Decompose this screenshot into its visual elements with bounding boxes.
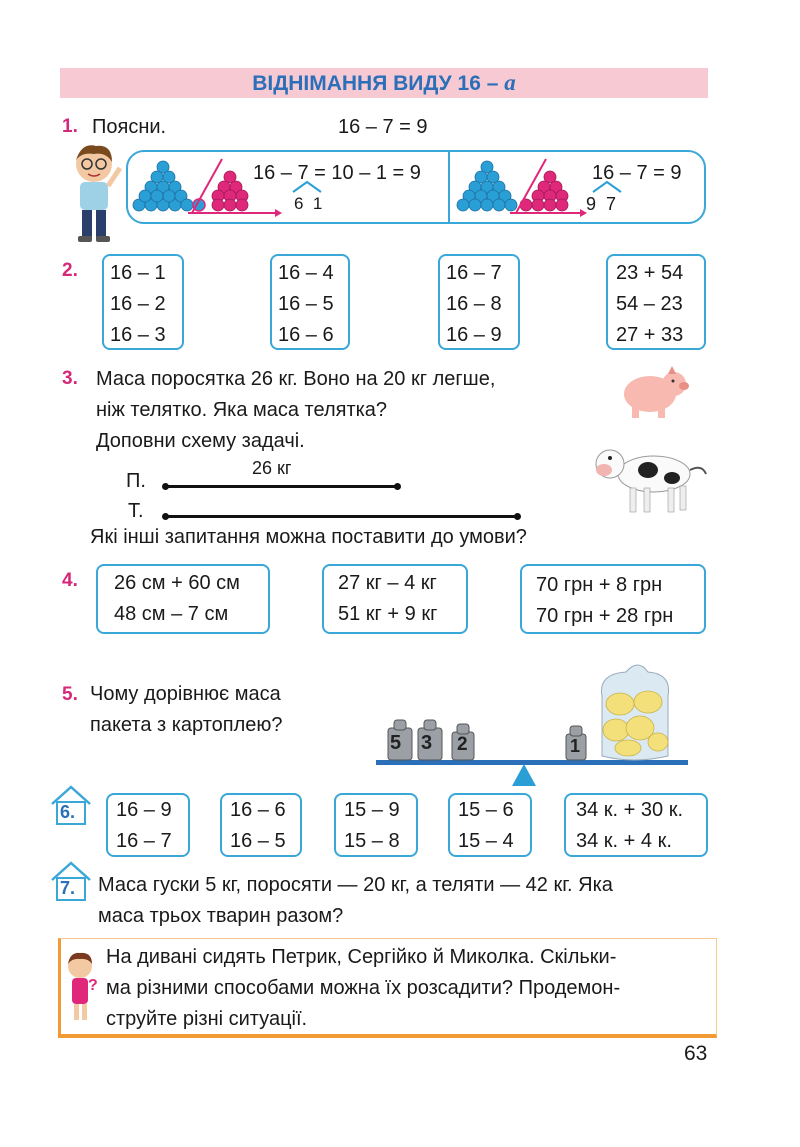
task3-question: Які інші запитання можна поставити до умови? [90,526,527,548]
pig-illustration [618,364,690,420]
expression: 16 – 7 [446,262,502,284]
expression: 70 грн + 8 грн [536,574,663,596]
task-number: 2. [62,260,78,281]
task4-group-1 [96,564,270,634]
right-split: 9 7 [586,194,617,214]
svg-text:?: ? [88,977,98,994]
task3-line-3: Доповни схему задачі. [96,430,305,452]
segment-end [394,483,401,490]
task5-line-1: Чому дорівнює маса [90,683,281,705]
expression: 16 – 1 [110,262,166,284]
expression: 16 – 6 [230,799,286,821]
task5-line-2: пакета з картоплею? [90,714,283,736]
expression: 15 – 9 [344,799,400,821]
expression: 16 – 3 [110,324,166,346]
girl-illustration [60,950,100,1026]
segment-end [162,513,169,520]
expression: 16 – 9 [116,799,172,821]
expression: 16 – 2 [110,293,166,315]
task6-group-3 [334,793,418,857]
task6-group-5 [564,793,708,857]
puzzle-line-3: струйте різні ситуації. [106,1008,308,1030]
segment-calf [165,515,517,518]
task-number: 6. [60,802,76,822]
pink-dots [212,171,248,211]
left-equation: 16 – 7 = 10 – 1 = 9 [253,162,421,184]
page-title [60,68,708,98]
task1-right-diagram [452,155,602,221]
expression: 16 – 5 [230,830,286,852]
expression: 16 – 8 [446,293,502,315]
left-split: 6 1 [294,194,323,213]
task2-group-2 [270,254,350,350]
right-equation: 16 – 7 = 9 [592,162,682,184]
task-number: 5. [62,684,78,705]
balance-scale [376,656,696,792]
blue-dots [133,161,205,211]
expression: 26 см + 60 см [114,572,240,594]
task2-group-1 [102,254,184,350]
expression: 15 – 4 [458,830,514,852]
blue-dots [457,161,517,211]
task6-group-4 [448,793,532,857]
weight-label: 2 [457,734,468,755]
scale-beam [376,760,688,765]
expression: 16 – 6 [278,324,334,346]
task6-group-2 [220,793,302,857]
puzzle-line-2: ма різними способами можна їх розсадити? Продемон- [106,977,621,999]
task-number: 7. [60,878,76,898]
task6-group-1 [106,793,190,857]
task4-group-2 [322,564,468,634]
segment-piglet [165,485,397,488]
task7-line-1: Маса гуски 5 кг, поросяти — 20 кг, а теляти — 42 кг. Яка [98,874,613,896]
expression: 16 – 9 [446,324,502,346]
task3-line-2: ніж телятко. Яка маса телятка? [96,399,388,421]
split-mark [590,180,624,194]
expression: 54 – 23 [616,293,683,315]
expression: 34 к. + 30 к. [576,799,684,821]
task-number: 1. [62,116,78,137]
weight-label: 1 [570,736,581,756]
weight-label: 5 [390,732,402,754]
expression: 16 – 5 [278,293,334,315]
expression: 15 – 6 [458,799,514,821]
label-calf: Т. [128,500,144,522]
task-number: 4. [62,570,78,591]
expression: 16 – 4 [278,262,334,284]
expression: 70 грн + 28 грн [536,605,674,627]
title-main: ВІДНІМАННЯ ВИДУ 16 – [252,72,499,95]
split-mark [290,180,324,194]
expression: 27 + 33 [616,324,684,346]
segment-label: 26 кг [252,458,292,478]
task2-group-4 [606,254,706,350]
page-number: 63 [684,1042,708,1065]
task4-group-3 [520,564,706,634]
puzzle-line-1: На дивані сидять Петрик, Сергійко й Миколка. Скільки- [106,946,617,968]
label-piglet: П. [126,470,146,492]
calf-illustration [590,440,708,518]
arrow-head [275,209,282,217]
expression: 16 – 7 [116,830,172,852]
expression: 27 кг – 4 кг [338,572,437,594]
segment-end [162,483,169,490]
task1-equation: 16 – 7 = 9 [338,116,428,138]
segment-end [514,513,521,520]
task1-text: Поясни. [92,116,167,138]
task7-line-2: маса трьох тварин разом? [98,905,344,927]
boy-illustration [62,140,130,246]
title-variable: a [504,70,516,95]
expression: 48 см – 7 см [114,603,229,625]
task-number: 3. [62,368,78,389]
task2-group-3 [438,254,520,350]
expression: 34 к. + 4 к. [576,830,672,852]
task3-line-1: Маса поросятка 26 кг. Воно на 20 кг легше, [96,368,496,390]
expression: 15 – 8 [344,830,400,852]
weight-label: 3 [421,732,433,754]
scale-base [512,764,536,786]
expression: 51 кг + 9 кг [338,603,438,625]
expression: 23 + 54 [616,262,684,284]
